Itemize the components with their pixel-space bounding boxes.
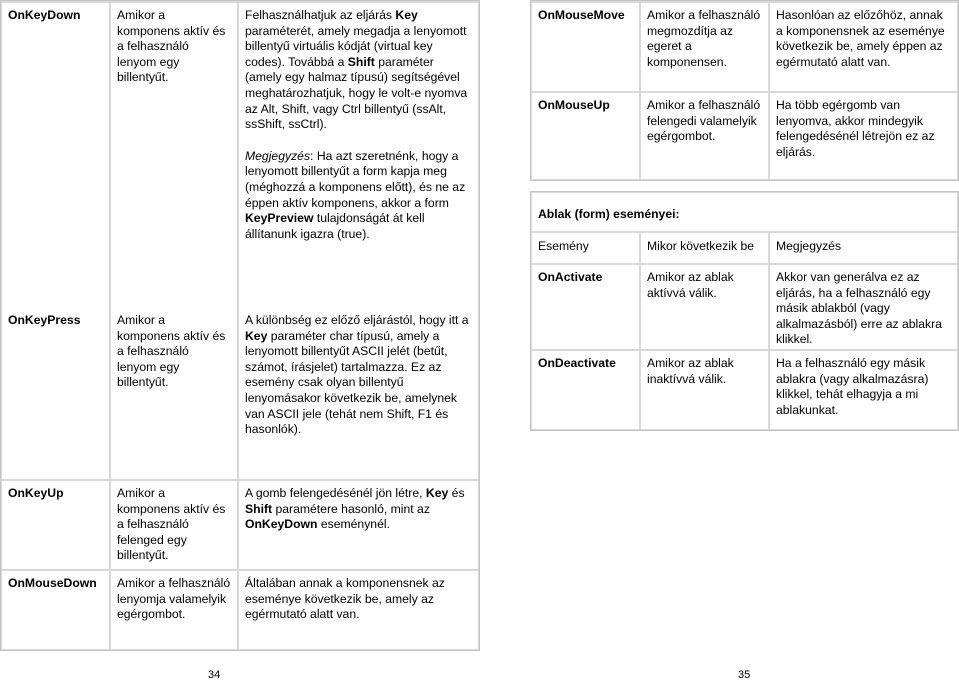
event-when: Amikor a felhasználó felengedi valamelyik egérgombot.	[641, 93, 768, 179]
event-name: OnMouseMove	[532, 3, 639, 91]
event-when: Amikor az ablak inaktívvá válik.	[641, 351, 768, 429]
event-when: Amikor a felhasználó lenyomja valamelyik egérgombot.	[111, 571, 237, 649]
event-name: OnMouseUp	[532, 93, 639, 179]
event-note: Ha a felhasználó egy másik ablakra (vagy alkalmazásra) klikkel, tehát elhagyja a mi ablakunkat.	[770, 351, 957, 429]
event-name: OnMouseDown	[2, 571, 109, 649]
form-section-title: Ablak (form) eseményei:	[532, 193, 957, 231]
event-note: A különbség ez előző eljárástól, hogy itt a Key paraméter char típusú, amely a lenyomott billentyűt ASCII jelét (betűt, számot, írásjelet) tartalmazza. Ez az esemény csak olyan billentyű lenyomásakor következik be, amelynek van ASCII jele (tehát nem Shift, F1 és hasonlók).	[239, 308, 478, 479]
event-name: OnKeyPress	[2, 308, 109, 479]
event-note	[239, 3, 478, 312]
event-when: Amikor a komponens aktív és a felhasználó lenyom egy billentyűt.	[111, 308, 237, 479]
page-number-left: 34	[208, 669, 221, 681]
event-when: Amikor a felhasználó megmozdítja az egeret a komponensen.	[641, 3, 768, 91]
event-when: Amikor a komponens aktív és a felhasználó felenged egy billentyűt.	[111, 481, 237, 569]
event-note: Ha több egérgomb van lenyomva, akkor mindegyik felengedésénél létrejön ez az eljárás.	[770, 93, 957, 179]
header-when: Mikor következik be	[641, 233, 768, 263]
event-note: Általában annak a komponensnek az eseménye következik be, amely az egérmutató alatt van.	[239, 571, 478, 649]
event-note-remark: Megjegyzés: Ha azt szeretnénk, hogy a lenyomott billentyűt a form kapja meg (méghozzá a komponens előtt), és ne az éppen aktív komponens, akkor a form KeyPreview tulajdonságát át kell állítanunk igazra (true).	[245, 148, 466, 241]
event-name: OnDeactivate	[532, 351, 639, 429]
header-event: Esemény	[532, 233, 639, 263]
event-name: OnKeyUp	[2, 481, 109, 569]
event-note-main: Felhasználhatjuk az eljárás Key paraméterét, amely megadja a lenyomott billentyű virtuális kódját (virtual key codes). Továbbá a Shift paraméter (amely egy halmaz típusú) segítségével meghatározhatjuk, hogy le volt-e nyomva az Alt, Shift, vagy Ctrl billentyű (ssAlt, ssShift, ssCtrl).	[245, 8, 468, 132]
page-number-right: 35	[738, 669, 751, 681]
event-when: Amikor a komponens aktív és a felhasználó lenyom egy billentyűt.	[111, 3, 237, 312]
header-note: Megjegyzés	[770, 233, 957, 263]
event-note: A gomb felengedésénél jön létre, Key és Shift paramétere hasonló, mint az OnKeyDown eseménynél.	[239, 481, 478, 569]
event-note: Akkor van generálva ez az eljárás, ha a felhasználó egy másik ablakból (vagy alkalmazásból) erre az ablakra klikkel.	[770, 265, 957, 349]
event-when: Amikor az ablak aktívvá válik.	[641, 265, 768, 349]
event-name: OnActivate	[532, 265, 639, 349]
event-note: Hasonlóan az előzőhöz, annak a komponensnek az eseménye következik be, amely éppen az egérmutató alatt van.	[770, 3, 957, 91]
event-name: OnKeyDown	[2, 3, 109, 312]
